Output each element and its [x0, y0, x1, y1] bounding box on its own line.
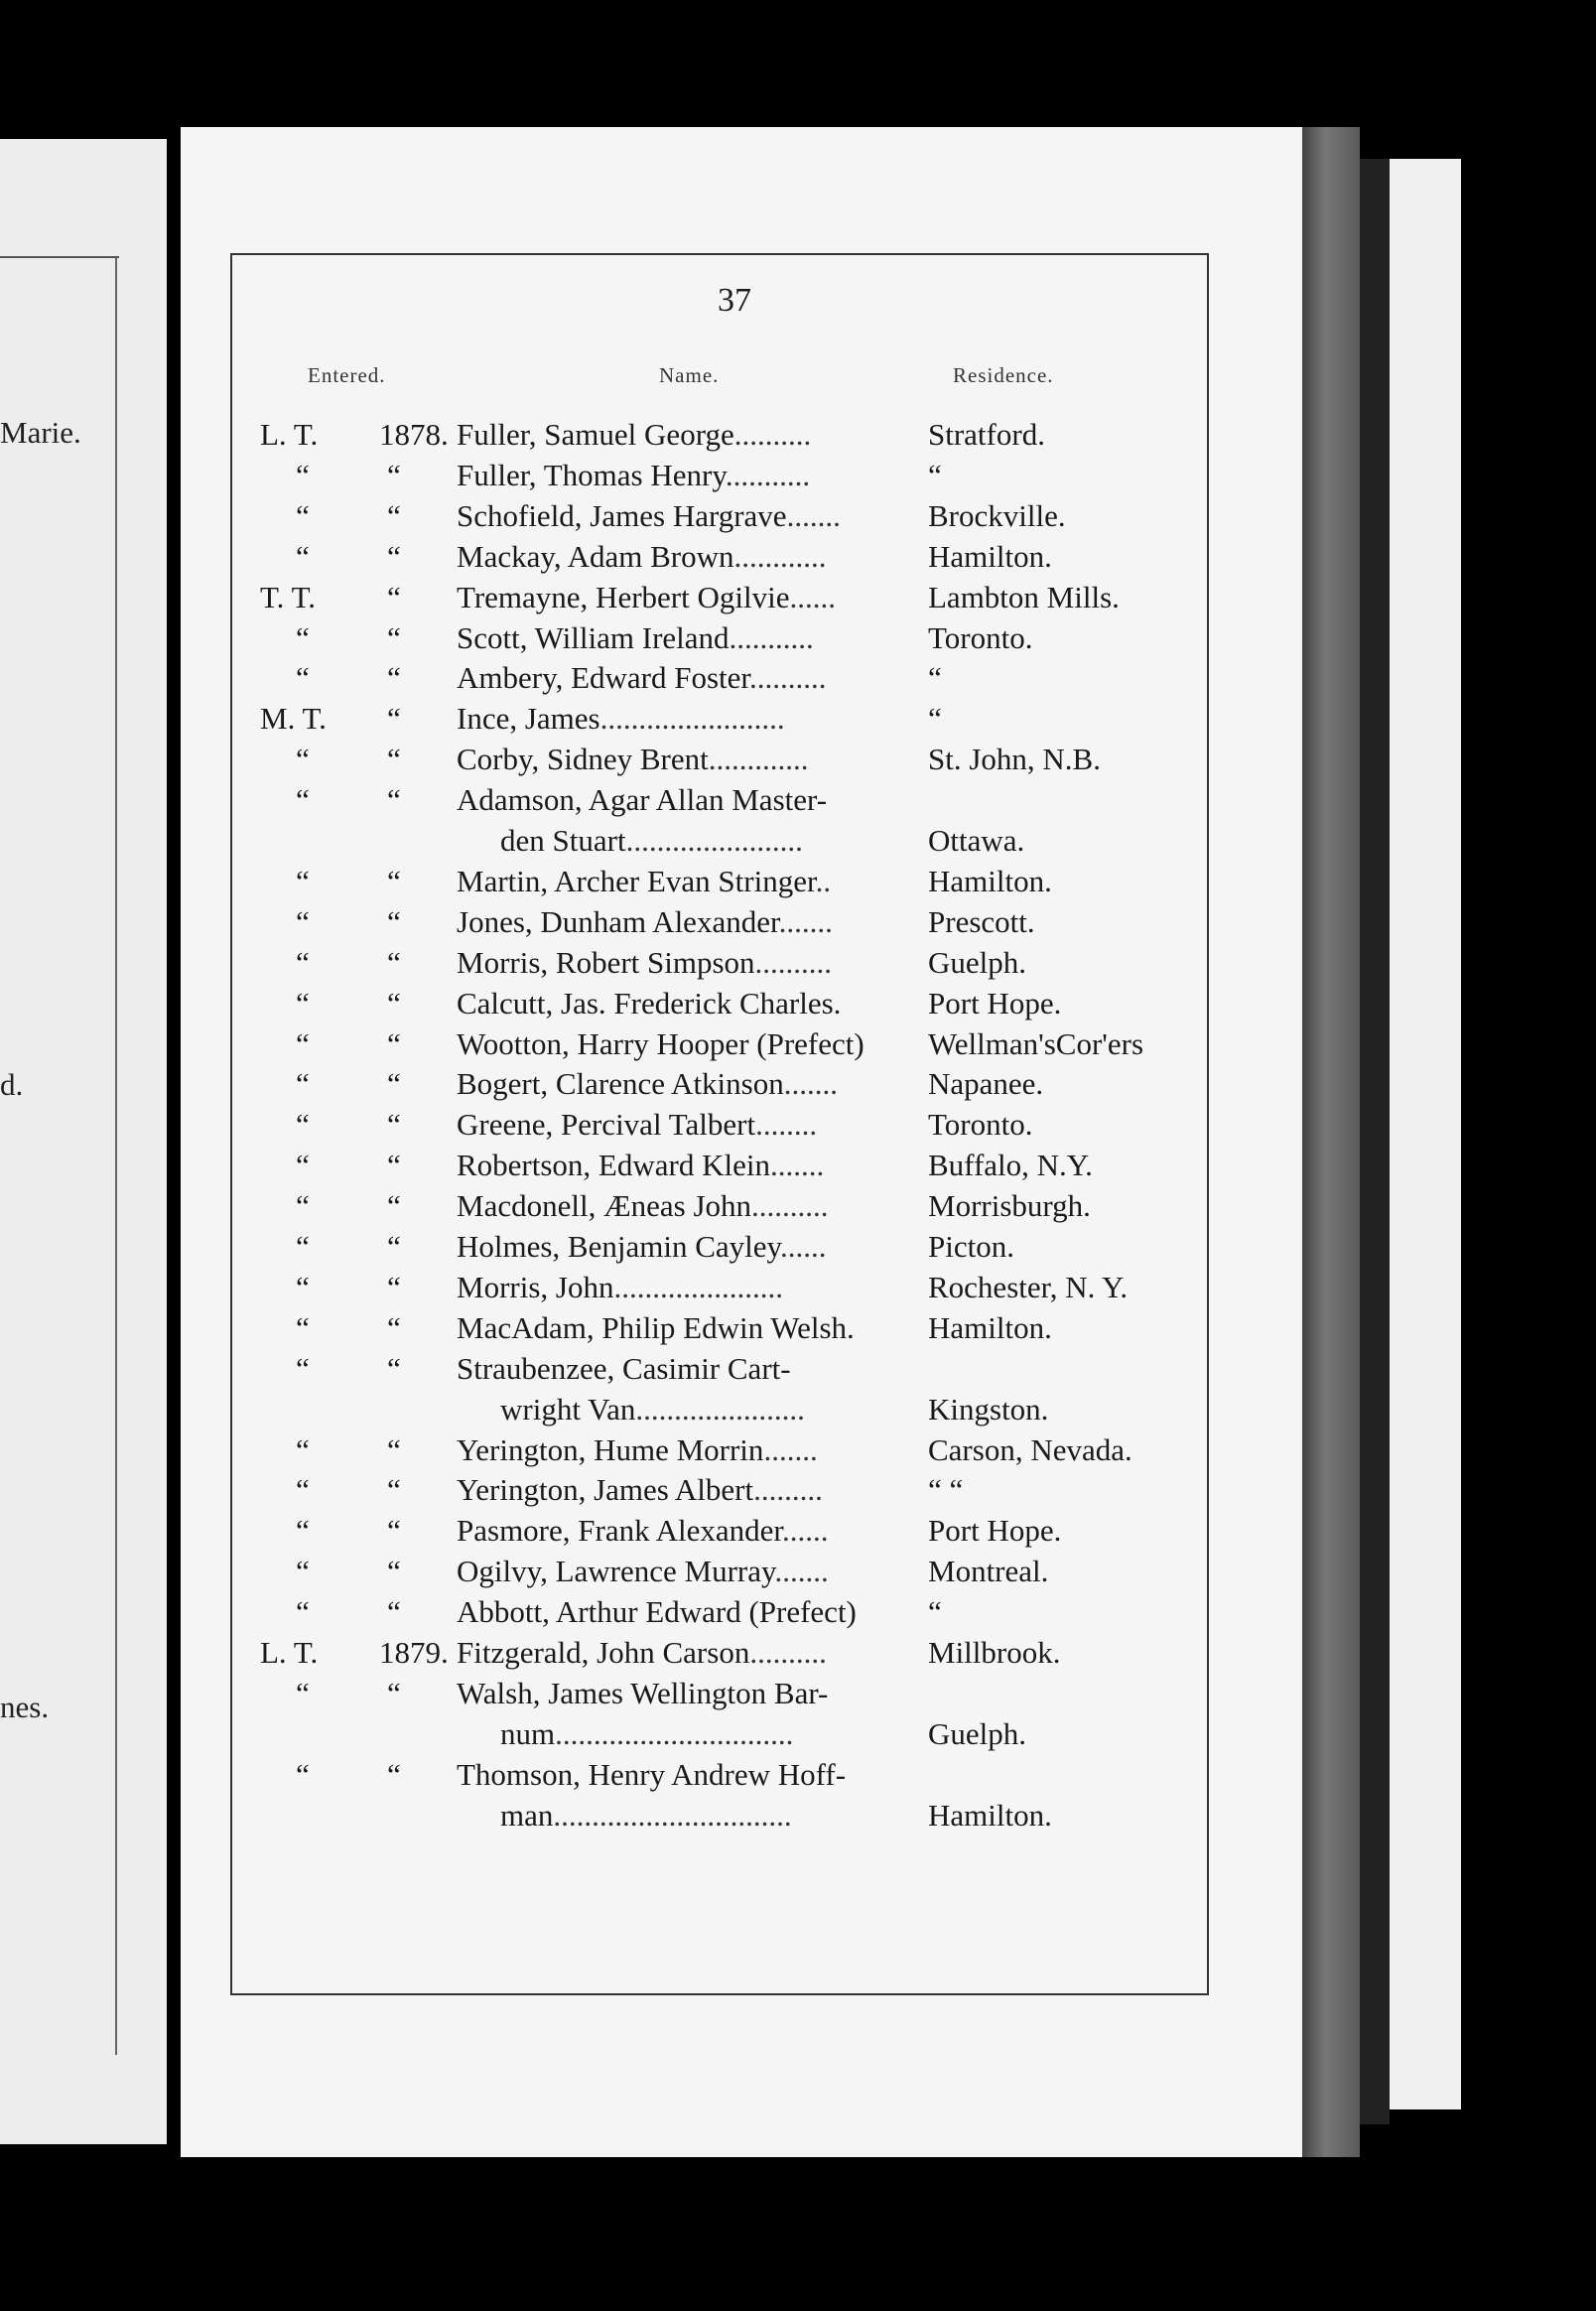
- page-number: 37: [718, 282, 751, 319]
- entry-residence: Hamilton.: [928, 1798, 1052, 1833]
- list-item: [0, 456, 1596, 495]
- entry-name-text: Morris, Robert Simpson: [457, 945, 755, 980]
- entry-residence: Wellman'sCor'ers: [928, 1026, 1144, 1061]
- entered-year: “: [387, 1513, 401, 1548]
- list-item: [0, 578, 1596, 617]
- list-item: [0, 1227, 1596, 1267]
- entered-year: “: [387, 742, 401, 776]
- left-page-fragment: d.: [0, 1067, 24, 1102]
- entered-year: “: [387, 1472, 401, 1507]
- entry-name-text: Calcutt, Jas. Frederick Charles.: [457, 986, 842, 1020]
- list-item: [0, 1796, 1596, 1835]
- leader-dots: ...............................: [553, 1798, 792, 1833]
- leader-dots: ..........: [754, 945, 833, 980]
- leader-dots: ......: [780, 1229, 827, 1264]
- entry-name-text: Yerington, Hume Morrin: [457, 1432, 764, 1467]
- entered-year: “: [387, 864, 401, 898]
- entry-name: [457, 1349, 791, 1389]
- entered-term: “: [296, 620, 310, 655]
- entered-term: “: [296, 1107, 310, 1142]
- entry-name-text: wright Van: [500, 1392, 636, 1427]
- entry-residence: Port Hope.: [928, 986, 1062, 1020]
- entry-residence: Hamilton.: [928, 539, 1052, 574]
- leader-dots: ......................: [635, 1392, 805, 1427]
- entry-name: [457, 1755, 846, 1795]
- entry-name: [457, 618, 814, 658]
- list-item: [0, 1674, 1596, 1713]
- entered-term: “: [296, 1066, 310, 1101]
- entry-residence: Hamilton.: [928, 1310, 1052, 1345]
- entry-residence: St. John, N.B.: [928, 742, 1101, 776]
- entered-term: “: [296, 1594, 310, 1629]
- entered-term: “: [296, 1188, 310, 1223]
- list-item: [0, 1552, 1596, 1591]
- list-item: [0, 1146, 1596, 1185]
- entry-residence: Montreal.: [928, 1554, 1049, 1588]
- entry-name: [457, 699, 785, 739]
- list-item: [0, 1024, 1596, 1064]
- leader-dots: ........: [755, 1107, 818, 1142]
- entry-name: [457, 1268, 783, 1307]
- entry-name: [457, 1024, 864, 1064]
- column-header-name: Name.: [659, 363, 720, 387]
- column-header-entered: Entered.: [308, 363, 386, 387]
- entry-name-text: Mackay, Adam Brown: [457, 539, 734, 574]
- entered-term: “: [296, 1229, 310, 1264]
- entry-residence: Stratford.: [928, 417, 1045, 452]
- entry-name-text: Bogert, Clarence Atkinson: [457, 1066, 784, 1101]
- entry-name: [457, 902, 833, 942]
- entry-residence: Guelph.: [928, 1716, 1027, 1751]
- entered-year: “: [387, 904, 401, 939]
- entered-year: “: [387, 1351, 401, 1386]
- leader-dots: ...........: [729, 620, 814, 655]
- entered-year: “: [387, 986, 401, 1020]
- entered-term: “: [296, 1513, 310, 1548]
- entry-name-text: Adamson, Agar Allan Master-: [457, 782, 828, 817]
- entry-name-text: MacAdam, Philip Edwin Welsh.: [457, 1310, 855, 1345]
- entry-residence: Rochester, N. Y.: [928, 1270, 1129, 1304]
- entry-name: [457, 1633, 827, 1673]
- entry-name-text: Yerington, James Albert: [457, 1472, 754, 1507]
- entry-name-text: Abbott, Arthur Edward (Prefect): [457, 1594, 857, 1629]
- list-item: [0, 1349, 1596, 1389]
- entry-name: [457, 578, 836, 617]
- entry-name-text: Ogilvy, Lawrence Murray: [457, 1554, 775, 1588]
- leader-dots: .........: [753, 1472, 823, 1507]
- entered-term: “: [296, 539, 310, 574]
- entered-term: “: [296, 1026, 310, 1061]
- entry-residence: Guelph.: [928, 945, 1027, 980]
- leader-dots: ..........: [751, 1188, 829, 1223]
- entry-residence: Ottawa.: [928, 823, 1025, 858]
- entry-residence: “: [928, 1594, 942, 1629]
- entered-term: “: [296, 864, 310, 898]
- entry-name-text: num: [500, 1716, 556, 1751]
- entry-name: [457, 1308, 855, 1348]
- left-page-rule: [0, 256, 119, 258]
- entry-name-text: Robertson, Edward Klein: [457, 1148, 770, 1182]
- leader-dots: .......: [783, 1066, 838, 1101]
- leader-dots: ......: [782, 1513, 829, 1548]
- entered-term: L. T.: [260, 417, 319, 452]
- entry-residence: “ “: [928, 1472, 964, 1507]
- entered-year: “: [387, 1066, 401, 1101]
- entry-name: [457, 1511, 829, 1551]
- entered-year: 1879.: [379, 1635, 449, 1670]
- entered-year: “: [387, 1432, 401, 1467]
- list-item: [0, 1390, 1596, 1429]
- entry-name-text: Corby, Sidney Brent: [457, 742, 709, 776]
- entry-name: [457, 780, 827, 820]
- list-item: [0, 821, 1596, 861]
- entered-year: “: [387, 458, 401, 492]
- list-item: [0, 618, 1596, 658]
- entered-year: “: [387, 1107, 401, 1142]
- entered-term: “: [296, 458, 310, 492]
- entered-term: L. T.: [260, 1635, 319, 1670]
- list-item: [0, 537, 1596, 577]
- entered-term: “: [296, 945, 310, 980]
- entered-term: “: [296, 1310, 310, 1345]
- entered-year: 1878.: [379, 417, 449, 452]
- entry-name-text: Tremayne, Herbert Ogilvie: [457, 580, 790, 614]
- entry-residence: Lambton Mills.: [928, 580, 1120, 614]
- entry-residence: Buffalo, N.Y.: [928, 1148, 1093, 1182]
- leader-dots: ........................: [599, 701, 785, 736]
- entry-name-text: Straubenzee, Casimir Cart-: [457, 1351, 791, 1386]
- entry-residence: Kingston.: [928, 1392, 1049, 1427]
- entry-name-text: Pasmore, Frank Alexander: [457, 1513, 783, 1548]
- leader-dots: ......................: [613, 1270, 783, 1304]
- entry-name-text: Scott, William Ireland: [457, 620, 730, 655]
- entry-residence: Napanee.: [928, 1066, 1044, 1101]
- entered-year: “: [387, 1676, 401, 1710]
- entry-name-text: Jones, Dunham Alexander: [457, 904, 779, 939]
- list-item: [0, 658, 1596, 698]
- leader-dots: ...........: [725, 458, 811, 492]
- entered-term: “: [296, 498, 310, 533]
- entered-year: “: [387, 1310, 401, 1345]
- entry-name-text: Ince, James: [457, 701, 600, 736]
- left-page-fragment: Marie.: [0, 415, 81, 450]
- entry-residence: Carson, Nevada.: [928, 1432, 1132, 1467]
- entered-term: “: [296, 1270, 310, 1304]
- entered-year: “: [387, 539, 401, 574]
- leader-dots: .......: [763, 1432, 818, 1467]
- column-header-residence: Residence.: [953, 363, 1054, 387]
- list-item: [0, 1470, 1596, 1510]
- entry-name: [457, 1470, 823, 1510]
- entry-name-text: Holmes, Benjamin Cayley: [457, 1229, 781, 1264]
- entry-name: [457, 1105, 817, 1145]
- list-item: [0, 902, 1596, 942]
- entry-residence: Port Hope.: [928, 1513, 1062, 1548]
- list-item: [0, 496, 1596, 536]
- entry-name-text: Martin, Archer Evan Stringer: [457, 864, 816, 898]
- entry-residence: Brockville.: [928, 498, 1066, 533]
- entry-residence: “: [928, 701, 942, 736]
- entry-name-text: Ambery, Edward Foster: [457, 660, 750, 695]
- list-item: [0, 1064, 1596, 1104]
- entry-name: [457, 537, 827, 577]
- entry-name-text: den Stuart: [500, 823, 626, 858]
- entry-name: [457, 1227, 827, 1267]
- entered-term: “: [296, 904, 310, 939]
- entry-name: [500, 1796, 792, 1835]
- list-item: [0, 1633, 1596, 1673]
- entered-term: T. T.: [260, 580, 316, 614]
- entry-name: [500, 821, 803, 861]
- list-item: [0, 740, 1596, 779]
- entry-residence: Morrisburgh.: [928, 1188, 1091, 1223]
- list-item: [0, 699, 1596, 739]
- entered-term: “: [296, 660, 310, 695]
- entry-name: [457, 1552, 829, 1591]
- entered-year: “: [387, 1026, 401, 1061]
- entered-year: “: [387, 1229, 401, 1264]
- leader-dots: ..: [815, 864, 832, 898]
- entered-term: “: [296, 1757, 310, 1792]
- list-item: [0, 1755, 1596, 1795]
- entry-name: [457, 658, 827, 698]
- leader-dots: .......: [774, 1554, 829, 1588]
- list-item: [0, 1592, 1596, 1632]
- list-item: [0, 1186, 1596, 1226]
- entry-residence: “: [928, 660, 942, 695]
- entry-name: [457, 415, 811, 455]
- leader-dots: .............: [708, 742, 809, 776]
- entered-year: “: [387, 1757, 401, 1792]
- entry-name: [500, 1714, 793, 1754]
- entry-name-text: Schofield, James Hargrave: [457, 498, 787, 533]
- entry-name-text: Thomson, Henry Andrew Hoff-: [457, 1757, 847, 1792]
- entered-term: “: [296, 1351, 310, 1386]
- left-page-fragment: nes.: [0, 1690, 50, 1724]
- entry-residence: “: [928, 458, 942, 492]
- list-item: [0, 943, 1596, 983]
- entry-name-text: Macdonell, Æneas John: [457, 1188, 752, 1223]
- list-item: [0, 1268, 1596, 1307]
- entry-name: [457, 1146, 824, 1185]
- entry-name-text: man: [500, 1798, 554, 1833]
- list-item: [0, 1430, 1596, 1470]
- entry-name-text: Walsh, James Wellington Bar-: [457, 1676, 829, 1710]
- entered-year: “: [387, 498, 401, 533]
- list-item: [0, 862, 1596, 901]
- entered-year: “: [387, 1270, 401, 1304]
- entered-term: “: [296, 986, 310, 1020]
- list-item: [0, 780, 1596, 820]
- list-item: [0, 1714, 1596, 1754]
- entry-name: [457, 984, 841, 1023]
- entry-name: [457, 1186, 829, 1226]
- entered-year: “: [387, 782, 401, 817]
- entry-name: [457, 740, 808, 779]
- entered-year: “: [387, 701, 401, 736]
- entry-name: [457, 1430, 818, 1470]
- list-item: [0, 415, 1596, 455]
- entry-residence: Picton.: [928, 1229, 1014, 1264]
- entered-year: “: [387, 1188, 401, 1223]
- entered-term: “: [296, 1676, 310, 1710]
- entered-year: “: [387, 1148, 401, 1182]
- leader-dots: ...............................: [555, 1716, 794, 1751]
- leader-dots: ......: [789, 580, 836, 614]
- list-item: [0, 1105, 1596, 1145]
- entered-term: “: [296, 742, 310, 776]
- list-item: [0, 1511, 1596, 1551]
- entered-term: “: [296, 1148, 310, 1182]
- entry-name-text: Fuller, Samuel George: [457, 417, 734, 452]
- entered-term: “: [296, 782, 310, 817]
- entry-name: [457, 1064, 838, 1104]
- entry-name-text: Wootton, Harry Hooper (Prefect): [457, 1026, 864, 1061]
- entry-name: [457, 496, 841, 536]
- entered-year: “: [387, 1554, 401, 1588]
- leader-dots: .......: [769, 1148, 825, 1182]
- entry-name: [457, 943, 832, 983]
- entered-term: “: [296, 1554, 310, 1588]
- leader-dots: ............: [733, 539, 827, 574]
- entry-name-text: Greene, Percival Talbert: [457, 1107, 756, 1142]
- entered-year: “: [387, 1594, 401, 1629]
- list-item: [0, 984, 1596, 1023]
- list-item: [0, 1308, 1596, 1348]
- leader-dots: ..........: [749, 1635, 827, 1670]
- entered-year: “: [387, 580, 401, 614]
- entry-name: [457, 456, 810, 495]
- leader-dots: .......: [786, 498, 841, 533]
- entered-year: “: [387, 945, 401, 980]
- entry-name-text: Fitzgerald, John Carson: [457, 1635, 750, 1670]
- entered-term: M. T.: [260, 701, 327, 736]
- entry-residence: Toronto.: [928, 1107, 1033, 1142]
- entry-name-text: Fuller, Thomas Henry: [457, 458, 726, 492]
- entry-name: [457, 1592, 857, 1632]
- entry-residence: Toronto.: [928, 620, 1033, 655]
- leader-dots: .......................: [625, 823, 803, 858]
- leader-dots: ..........: [733, 417, 812, 452]
- entered-term: “: [296, 1472, 310, 1507]
- entry-name: [500, 1390, 805, 1429]
- entry-name-text: Morris, John: [457, 1270, 614, 1304]
- entry-residence: Prescott.: [928, 904, 1035, 939]
- entry-name: [457, 862, 831, 901]
- entry-residence: Millbrook.: [928, 1635, 1061, 1670]
- entry-name: [457, 1674, 828, 1713]
- leader-dots: .......: [778, 904, 833, 939]
- leader-dots: ..........: [749, 660, 827, 695]
- entry-residence: Hamilton.: [928, 864, 1052, 898]
- entered-term: “: [296, 1432, 310, 1467]
- entered-year: “: [387, 620, 401, 655]
- entered-year: “: [387, 660, 401, 695]
